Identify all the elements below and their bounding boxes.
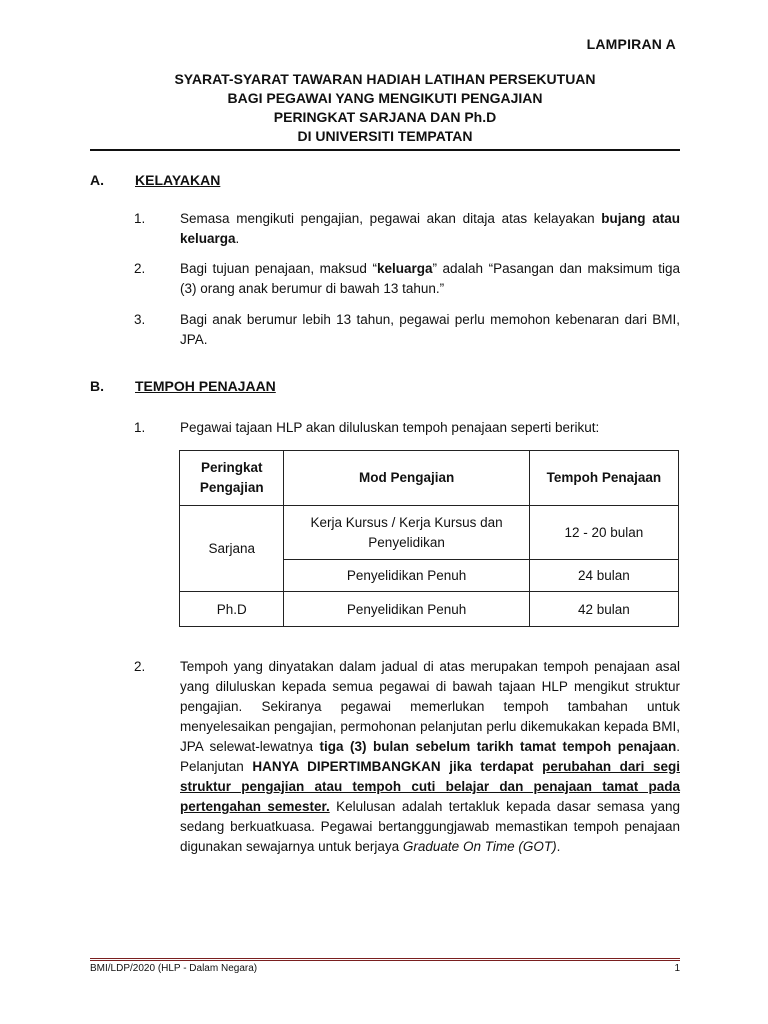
cell-tempoh: 24 bulan	[529, 560, 678, 592]
cell-mod: Kerja Kursus / Kerja Kursus dan Penyelidikan	[284, 506, 529, 560]
appendix-label: LAMPIRAN A	[586, 36, 676, 52]
section-a-item-2	[134, 259, 680, 299]
item-text: Bagi tujuan penajaan, maksud “keluarga” adalah “Pasangan dan maksimum tiga (3) orang anak berumur di bawah 13 tahun.”	[180, 261, 680, 296]
item-number: 1.	[134, 211, 146, 226]
table-row	[180, 506, 679, 560]
sponsorship-period-table	[179, 450, 679, 627]
header-tempoh: Tempoh Penajaan	[529, 451, 678, 506]
cell-mod: Penyelidikan Penuh	[284, 592, 529, 627]
table-row	[180, 592, 679, 627]
item-text: Pegawai tajaan HLP akan diluluskan tempoh penajaan seperti berikut:	[180, 420, 600, 435]
cell-tempoh: 12 - 20 bulan	[529, 506, 678, 560]
section-b-letter: B.	[90, 378, 104, 394]
footer-divider	[90, 958, 680, 961]
item-number: 2.	[134, 261, 146, 276]
title-line-1: SYARAT-SYARAT TAWARAN HADIAH LATIHAN PERSEKUTUAN	[174, 71, 596, 87]
section-a-title: KELAYAKAN	[135, 172, 221, 188]
title-line-3: PERINGKAT SARJANA DAN Ph.D	[273, 109, 497, 125]
title-line-4: DI UNIVERSITI TEMPATAN	[297, 128, 473, 144]
table-header-row	[180, 451, 679, 506]
header-mod: Mod Pengajian	[284, 451, 529, 506]
item-text: Semasa mengikuti pengajian, pegawai akan ditaja atas kelayakan bujang atau keluarga.	[180, 211, 680, 246]
item-text: Bagi anak berumur lebih 13 tahun, pegawai perlu memohon kebenaran dari BMI, JPA.	[180, 312, 680, 347]
header-peringkat: Peringkat Pengajian	[180, 451, 284, 506]
section-b-item-1	[134, 418, 680, 438]
footer-reference: BMI/LDP/2020 (HLP - Dalam Negara)	[90, 963, 258, 974]
cell-mod: Penyelidikan Penuh	[284, 560, 529, 592]
section-a-letter: A.	[90, 172, 104, 188]
item-number: 1.	[134, 420, 146, 435]
cell-sarjana: Sarjana	[180, 506, 284, 592]
cell-tempoh: 42 bulan	[529, 592, 678, 627]
title-line-2: BAGI PEGAWAI YANG MENGIKUTI PENGAJIAN	[227, 90, 543, 106]
item-text: Tempoh yang dinyatakan dalam jadual di atas merupakan tempoh penajaan asal yang diluluskan kepada semua pegawai di bawah tajaan HLP mengikut struktur pengajian. Sekiranya pegawai memerlukan tempoh tambahan untuk menyelesaikan pengajian, permohonan pelanjutan perlu dikemukakan kepada BMI, JPA selewat-lewatnya tiga (3) bulan sebelum tarikh tamat tempoh penajaan. Pelanjutan HANYA DIPERTIMBANGKAN jika terdapat perubahan dari segi struktur pengajian atau tempoh cuti belajar dan penajaan tamat pada pertengahan semester. Kelulusan adalah tertakluk kepada dasar semasa yang sedang berkuatkuasa. Pegawai bertanggungjawab memastikan tempoh penajaan digunakan sewajarnya untuk berjaya Graduate On Time (GOT).	[180, 659, 680, 854]
section-b-item-2	[134, 657, 680, 857]
cell-phd: Ph.D	[180, 592, 284, 627]
section-b-title: TEMPOH PENAJAAN	[135, 378, 276, 394]
title-divider	[90, 149, 680, 151]
item-number: 2.	[134, 659, 146, 674]
document-title	[90, 70, 680, 146]
page-number: 1	[674, 963, 680, 974]
section-a-item-1	[134, 209, 680, 249]
item-number: 3.	[134, 312, 146, 327]
section-a-item-3	[134, 310, 680, 350]
